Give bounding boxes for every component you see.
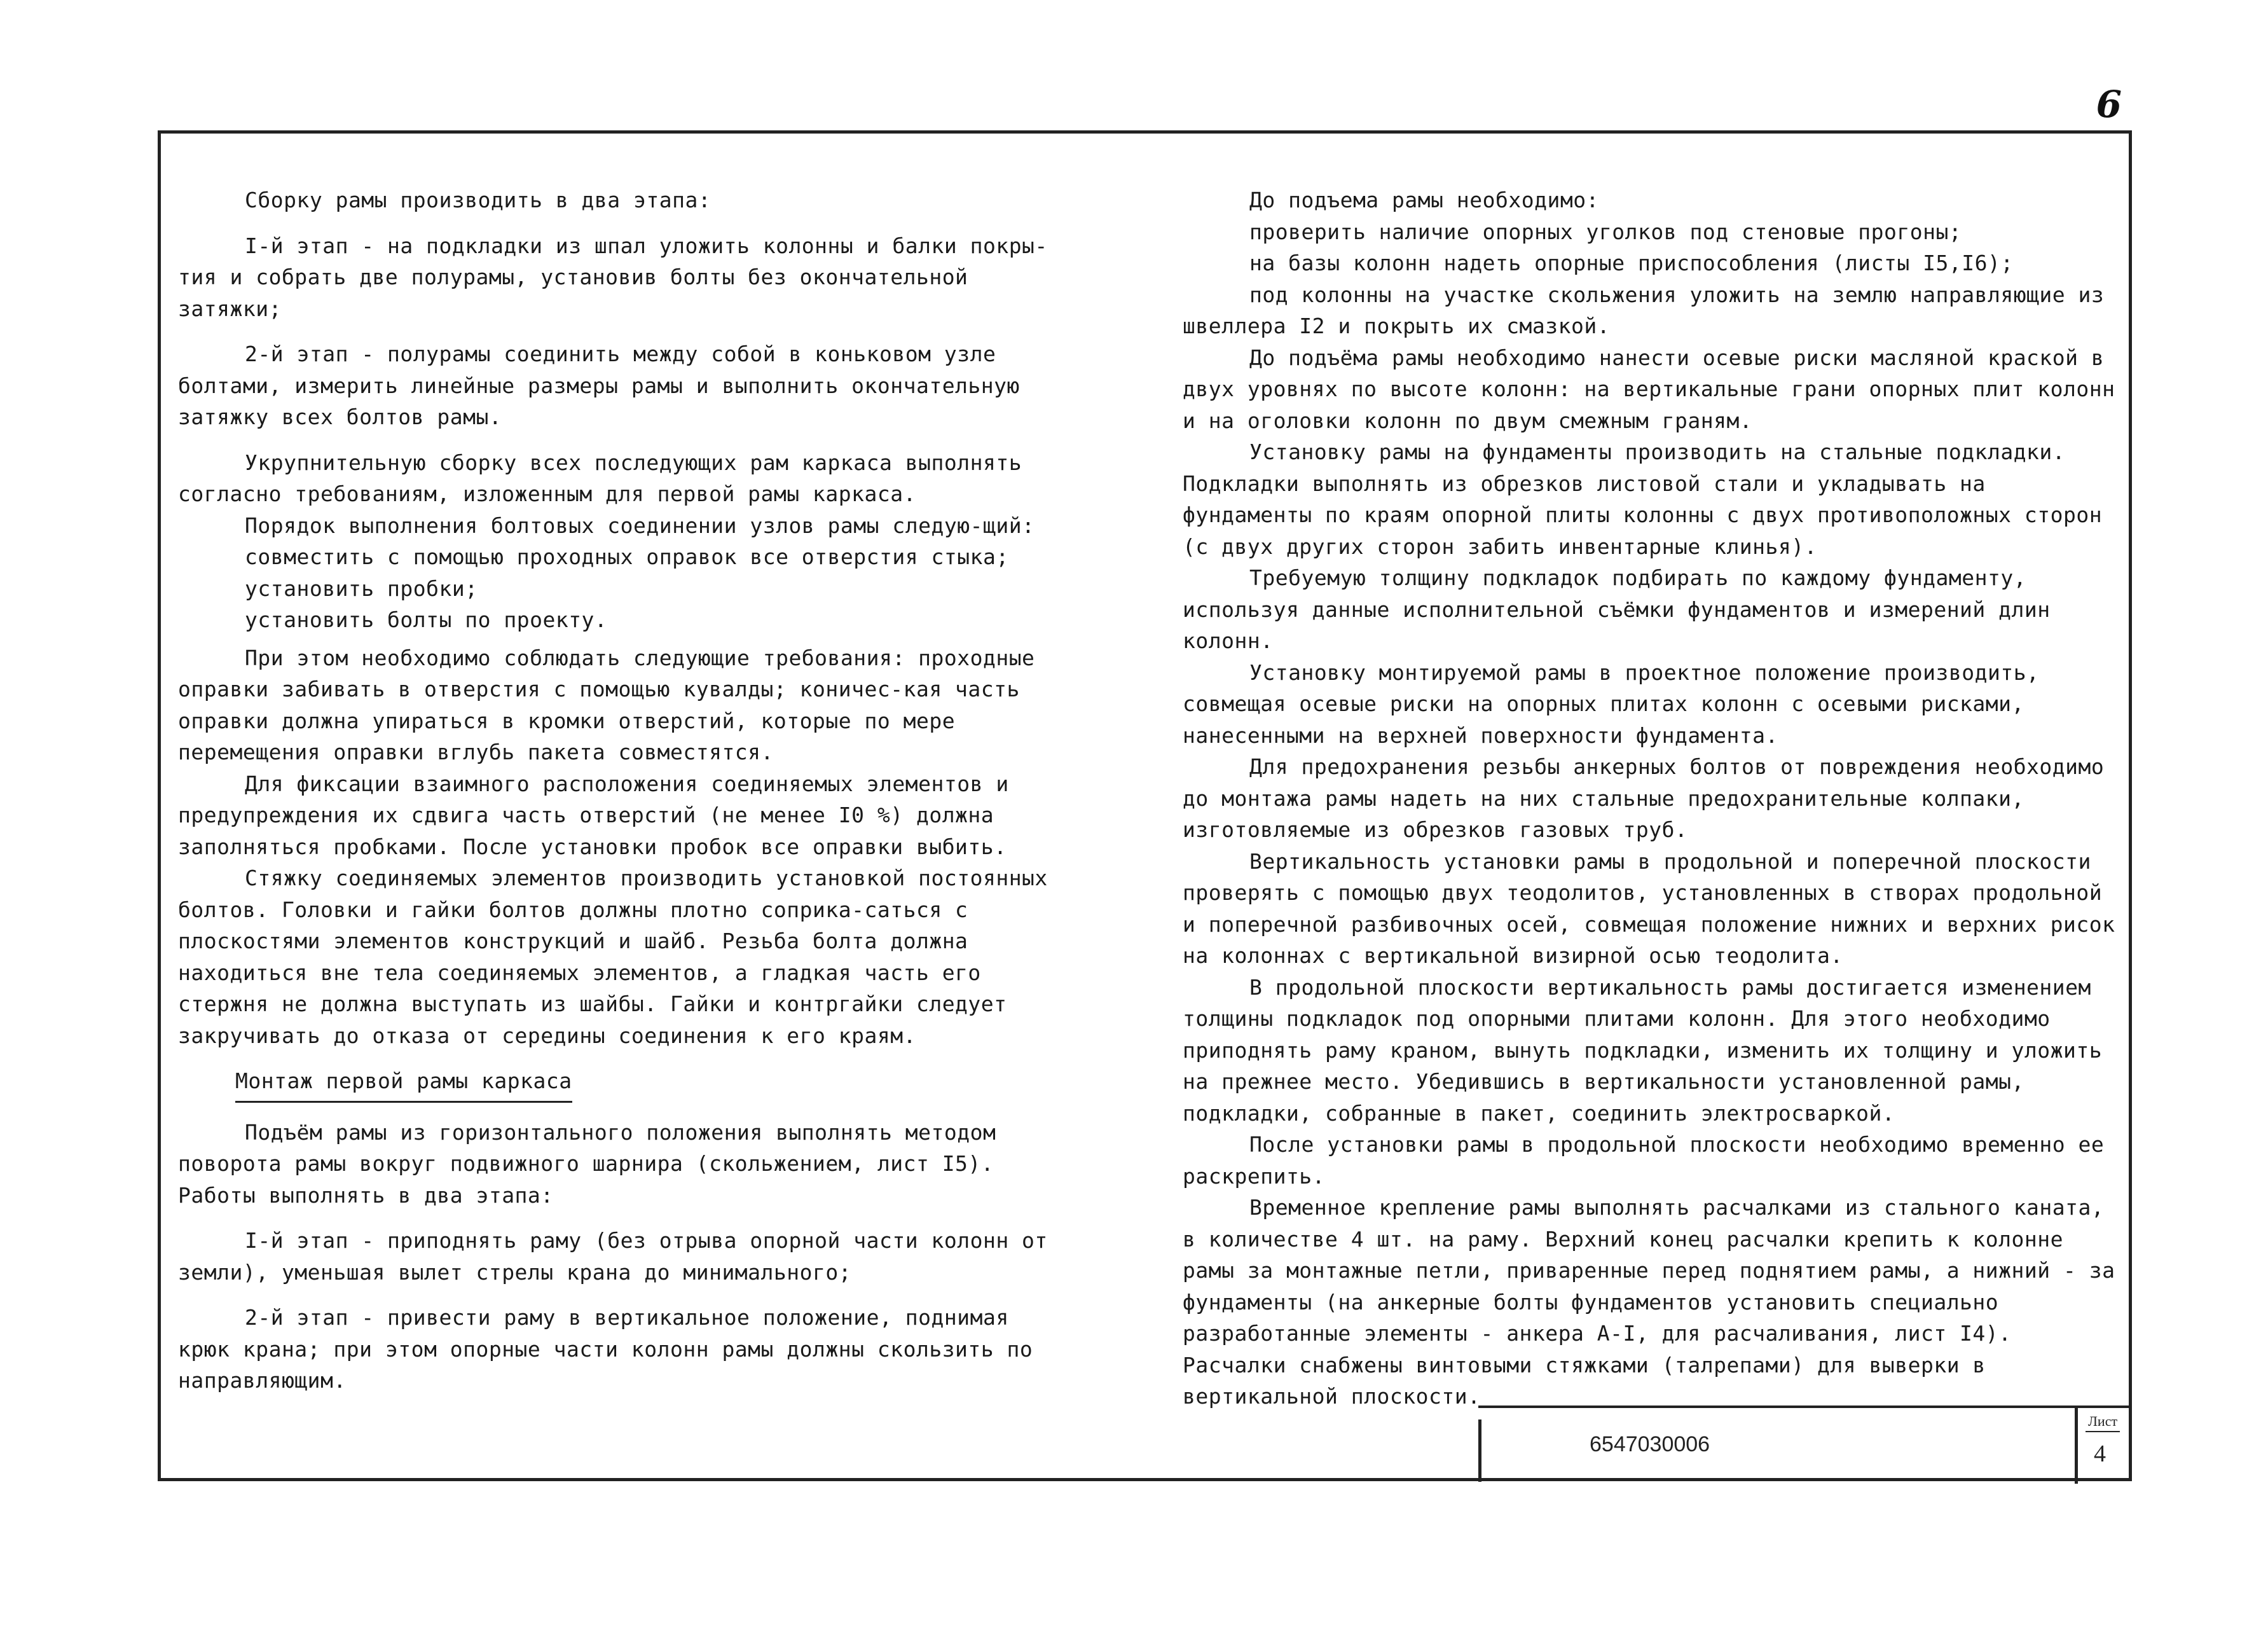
paragraph: Для предохранения резьбы анкерных болтов от повреждения необходимо до монтажа рамы надеть на них стальные предохранительные колпаки, изготовляемые из обрезков газовых труб. xyxy=(1183,754,2105,842)
paragraph: Временное крепление рамы выполнять расчалками из стального каната, в количестве 4 шт. на раму. Верхний конец расчалки крепить к колонне рамы за монтажные петли, приваренные перед поднятием рамы, а нижний - за фундаменты (на анкерные болты фундаментов установить специально разработанные элементы - анкера А-I, для расчаливания, лист I4). Расчалки снабжены винтовыми стяжками (талрепами) для выверки в вертикальной плоскости. xyxy=(1183,1195,2115,1409)
paragraph: До подъёма рамы необходимо нанести осевые риски масляной краской в двух уровнях по высоте колонн: на вертикальные грани опорных плит колонн и на оголовки колонн по двум смежным граням. xyxy=(1183,345,2115,433)
paragraph: Установку монтируемой рамы в проектное положение производить, совмещая осевые риски на опорных плитах колонн с осевыми рисками, нанесенными на верхней поверхности фундамента. xyxy=(1183,660,2040,748)
paragraph: В продольной плоскости вертикальность рамы достигается изменением толщины подкладок под опорными плитами колонн. Для этого необходимо приподнять раму краном, вынуть подкладки, изменить их толщину и уложить на прежнее место. Убедившись в вертикальности установленной рамы, подкладки, собранные в пакет, соединить электросваркой. xyxy=(1183,974,2103,1126)
paragraph: Вертикальность установки рамы в продольной и поперечной плоскости проверять с помощью двух теодолитов, установленных в створах продольной и поперечной разбивочных осей, совмещая положение нижних и верхних рисок на колоннах с вертикальной визирной осью теодолита. xyxy=(1183,848,2115,968)
section-heading: Монтаж первой рамы каркаса xyxy=(235,1065,572,1103)
title-block xyxy=(1478,1406,2132,1481)
divider xyxy=(1478,1419,1481,1482)
paragraph: Установку рамы на фундаменты производить на стальные подкладки. Подкладки выполнять из обрезков листовой стали и укладывать на фундаменты по краям опорной плиты колонны с двух противоположных сторон (с двух других сторон забить инвентарные клинья). xyxy=(1183,439,2103,559)
paragraph: Для фиксации взаимного расположения соединяемых элементов и предупреждения их сдвига часть отверстий (не менее I0 %) должна заполняться пробками. После установки пробок все оправки выбить. xyxy=(178,771,1009,859)
paragraph: Стяжку соединяемых элементов производить установкой постоянных болтов. Головки и гайки болтов должны плотно соприка-саться с плоскостями элементов конструкций и шайб. Резьба болта должна находиться вне тела соединяемых элементов, а гладкая часть его стержня не должна выступать из шайбы. Гайки и контргайки следует закручивать до отказа от середины соединения к его краям. xyxy=(178,866,1048,1048)
paragraph: При этом необходимо соблюдать следующие требования: проходные оправки забивать в отверстия с помощью кувалды; коничес-кая часть оправки должна упираться в кромки отверстий, которые по мере перемещения оправки вглубь пакета совместятся. xyxy=(178,645,1035,764)
paragraph: Укрупнительную сборку всех последующих рам каркаса выполнять согласно требованиям, изложенным для первой рамы каркаса. xyxy=(178,450,1022,506)
paragraph: 2-й этап - полурамы соединить между собой в коньковом узле болтами, измерить линейные размеры рамы и выполнить окончательную затяжку всех болтов рамы. xyxy=(178,342,1020,429)
left-column xyxy=(178,184,1068,1397)
list-item: проверить наличие опорных уголков под стеновые прогоны; xyxy=(1249,219,1962,244)
list-item: на базы колонн надеть опорные приспособления (листы I5,I6); xyxy=(1249,251,2014,275)
paragraph: После установки рамы в продольной плоскости необходимо временно ее раскрепить. xyxy=(1183,1132,2105,1189)
paragraph: Сборку рамы производить в два этапа: xyxy=(245,188,711,212)
page-mark: 6 xyxy=(2096,83,2122,126)
paragraph: Подъём рамы из горизонтального положения выполнять методом поворота рамы вокруг подвижного шарнира (скольжением, лист I5). Работы выполнять в два этапа: xyxy=(178,1119,996,1208)
sheet-number: 4 xyxy=(2094,1440,2106,1467)
document-code: 6547030006 xyxy=(1590,1432,1710,1456)
paragraph: Требуемую толщину подкладок подбирать по каждому фундаменту, используя данные исполнительной съёмки фундаментов и измерений длин колонн. xyxy=(1183,565,2051,653)
paragraph: I-й этап - приподнять раму (без отрыва опорной части колонн от земли), уменьшая вылет стрелы крана до минимального; xyxy=(178,1228,1048,1285)
paragraph: под колонны на участке скольжения уложить на землю направляющие из швеллера I2 и покрыть их смазкой. xyxy=(1183,282,2105,338)
list-item: установить пробки; xyxy=(245,576,478,601)
list-item: установить болты по проекту. xyxy=(245,607,608,632)
paragraph: I-й этап - на подкладки из шпал уложить колонны и балки покры-тия и собрать две полурамы, установив болты без окончательной затяжки; xyxy=(178,233,1048,321)
sheet-label: Лист xyxy=(2086,1413,2120,1432)
paragraph: Порядок выполнения болтовых соединении узлов рамы следую-щий: xyxy=(245,513,1035,538)
paragraph: До подъема рамы необходимо: xyxy=(1249,188,1599,212)
paragraph: 2-й этап - привести раму в вертикальное положение, поднимая крюк крана; при этом опорные части колонн рамы должны скользить по направляющим. xyxy=(178,1305,1033,1393)
list-item: совместить с помощью проходных оправок все отверстия стыка; xyxy=(245,544,1009,569)
divider xyxy=(2075,1408,2078,1484)
right-column xyxy=(1183,184,2124,1412)
